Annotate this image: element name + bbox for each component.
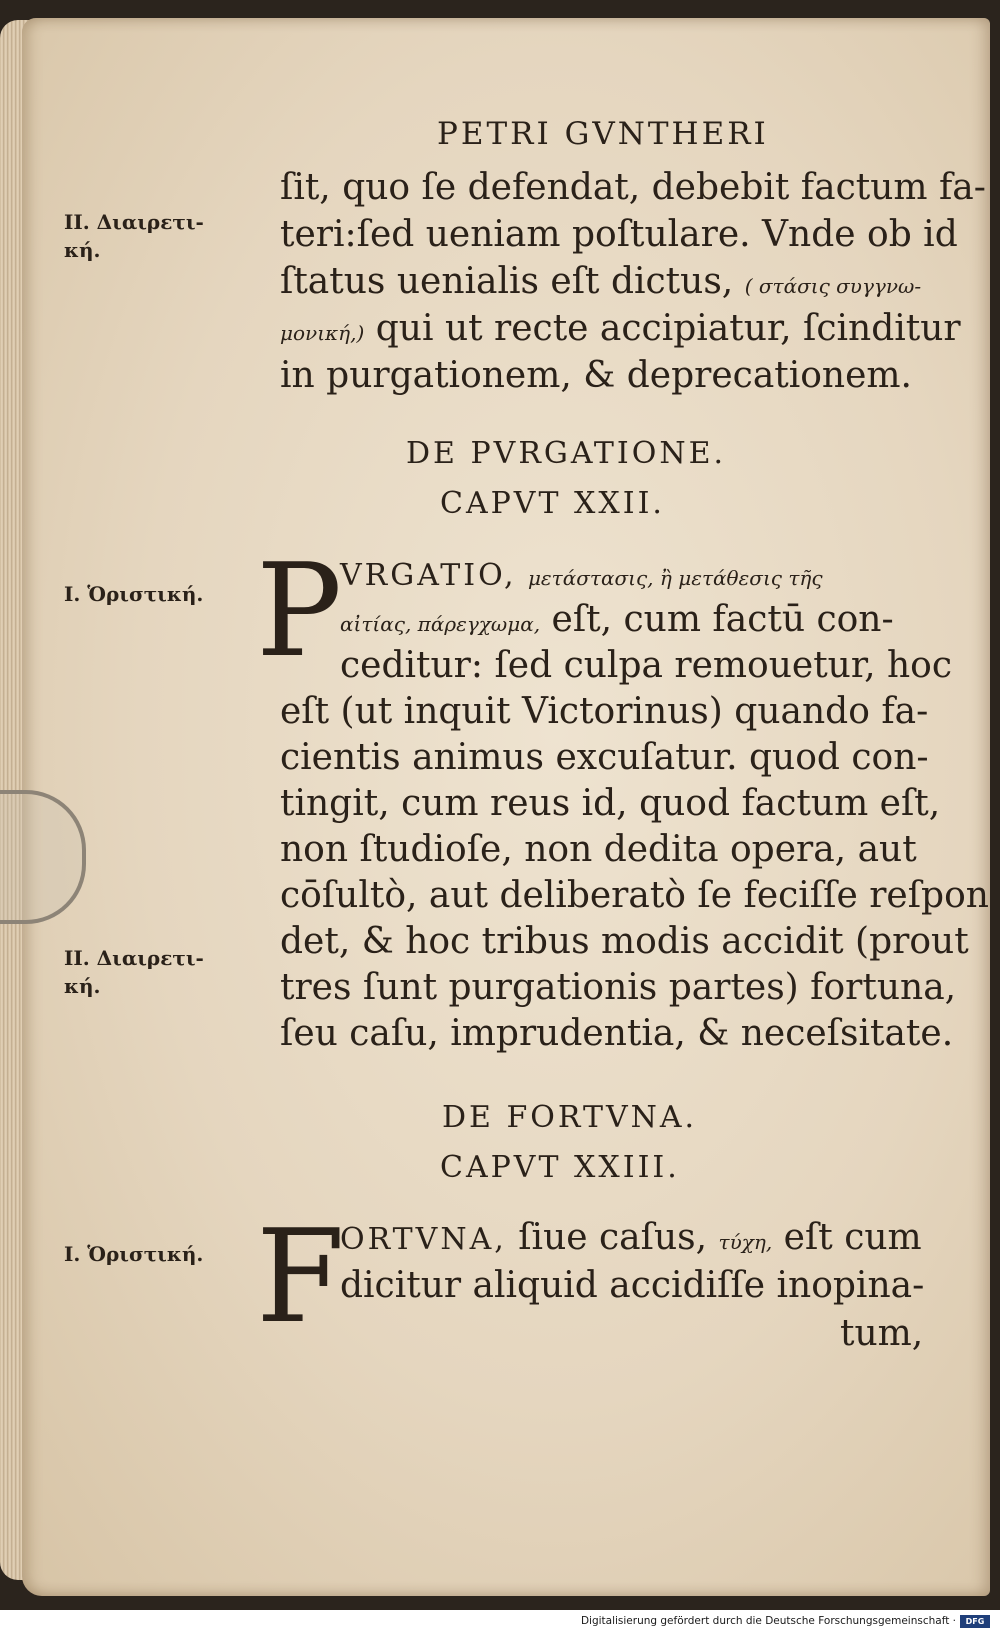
text-line — [340, 600, 894, 644]
text-line: cientis animus excuſatur. quod con- — [280, 737, 929, 778]
text-line: ſeu caſu, imprudentia, & neceſsitate. — [280, 1013, 954, 1054]
drop-capital: F — [256, 1203, 345, 1352]
text-line — [340, 554, 823, 598]
text-line — [280, 309, 961, 353]
text-line: in purgationem, & deprecationem. — [280, 355, 913, 396]
margin-note — [64, 944, 204, 1000]
text-line: det, & hoc tribus modis accidit (prout — [280, 921, 969, 962]
text-line — [280, 262, 921, 306]
footer-bar — [0, 1610, 1000, 1634]
greek-gloss: τύχη, — [718, 1230, 773, 1254]
margin-note: I. Ὁριστική. — [64, 1242, 204, 1266]
running-head: PETRI GVNTHERI — [437, 116, 769, 152]
greek-gloss: αἰτίας, πάρεγχωμα, — [340, 612, 541, 636]
first-word: VRGATIO, — [340, 558, 517, 593]
text-line: teri:ſed ueniam poſtulare. Vnde ob id — [280, 214, 958, 255]
margin-note: I. Ὁριστική. — [64, 582, 204, 606]
greek-gloss: ( στάσις συγγνω- — [744, 274, 922, 298]
text-line: dicitur aliquid accidiſſe inopina- — [340, 1265, 925, 1306]
greek-gloss: μετάστασις, ἢ μετάθεσις τῆς — [527, 566, 823, 590]
text-line: non ſtudioſe, non dedita opera, aut — [280, 829, 917, 870]
margin-note-line: II. Διαιρετι- — [64, 946, 204, 970]
text-segment: ſiue caſus, — [518, 1217, 708, 1258]
text-segment: eſt, cum factū con- — [551, 599, 894, 640]
margin-note-line: κή. — [64, 974, 101, 998]
section-heading: DE FORTVNA. — [442, 1100, 698, 1135]
text-line: eſt (ut inquit Victorinus) quando fa- — [280, 691, 929, 732]
funding-credit: Digitalisierung gefördert durch die Deutsche Forschungsgemeinschaft · — [580, 1615, 956, 1627]
text-line: tingit, cum reus id, quod factum eſt, — [280, 783, 941, 824]
margin-note-line: κή. — [64, 238, 101, 262]
margin-note — [64, 208, 204, 264]
text-segment: eſt cum — [783, 1217, 922, 1258]
greek-gloss: μονική,) — [280, 321, 365, 345]
text-line: cōſultò, aut deliberatò ſe feciſſe reſpon — [280, 875, 989, 916]
text-segment: ſtatus uenialis eſt dictus, — [280, 261, 734, 302]
chapter-heading: CAPVT XXIII. — [440, 1150, 680, 1185]
book-page — [22, 18, 990, 1596]
section-heading: DE PVRGATIONE. — [406, 436, 727, 471]
text-line: ceditur: ſed culpa remouetur, hoc — [340, 645, 953, 686]
dfg-logo: DFG — [960, 1615, 990, 1628]
text-line — [340, 1218, 922, 1262]
chapter-heading: CAPVT XXII. — [440, 486, 665, 521]
text-line: ſit, quo ſe defendat, debebit factum fa- — [280, 167, 986, 208]
text-segment: qui ut recte accipiatur, ſcinditur — [375, 308, 961, 349]
first-word: ORTVNA, — [340, 1222, 507, 1257]
margin-note-line: II. Διαιρετι- — [64, 210, 204, 234]
text-line: tres ſunt purgationis partes) fortuna, — [280, 967, 957, 1008]
drop-capital: P — [256, 537, 343, 686]
catchword: tum, — [840, 1313, 924, 1354]
